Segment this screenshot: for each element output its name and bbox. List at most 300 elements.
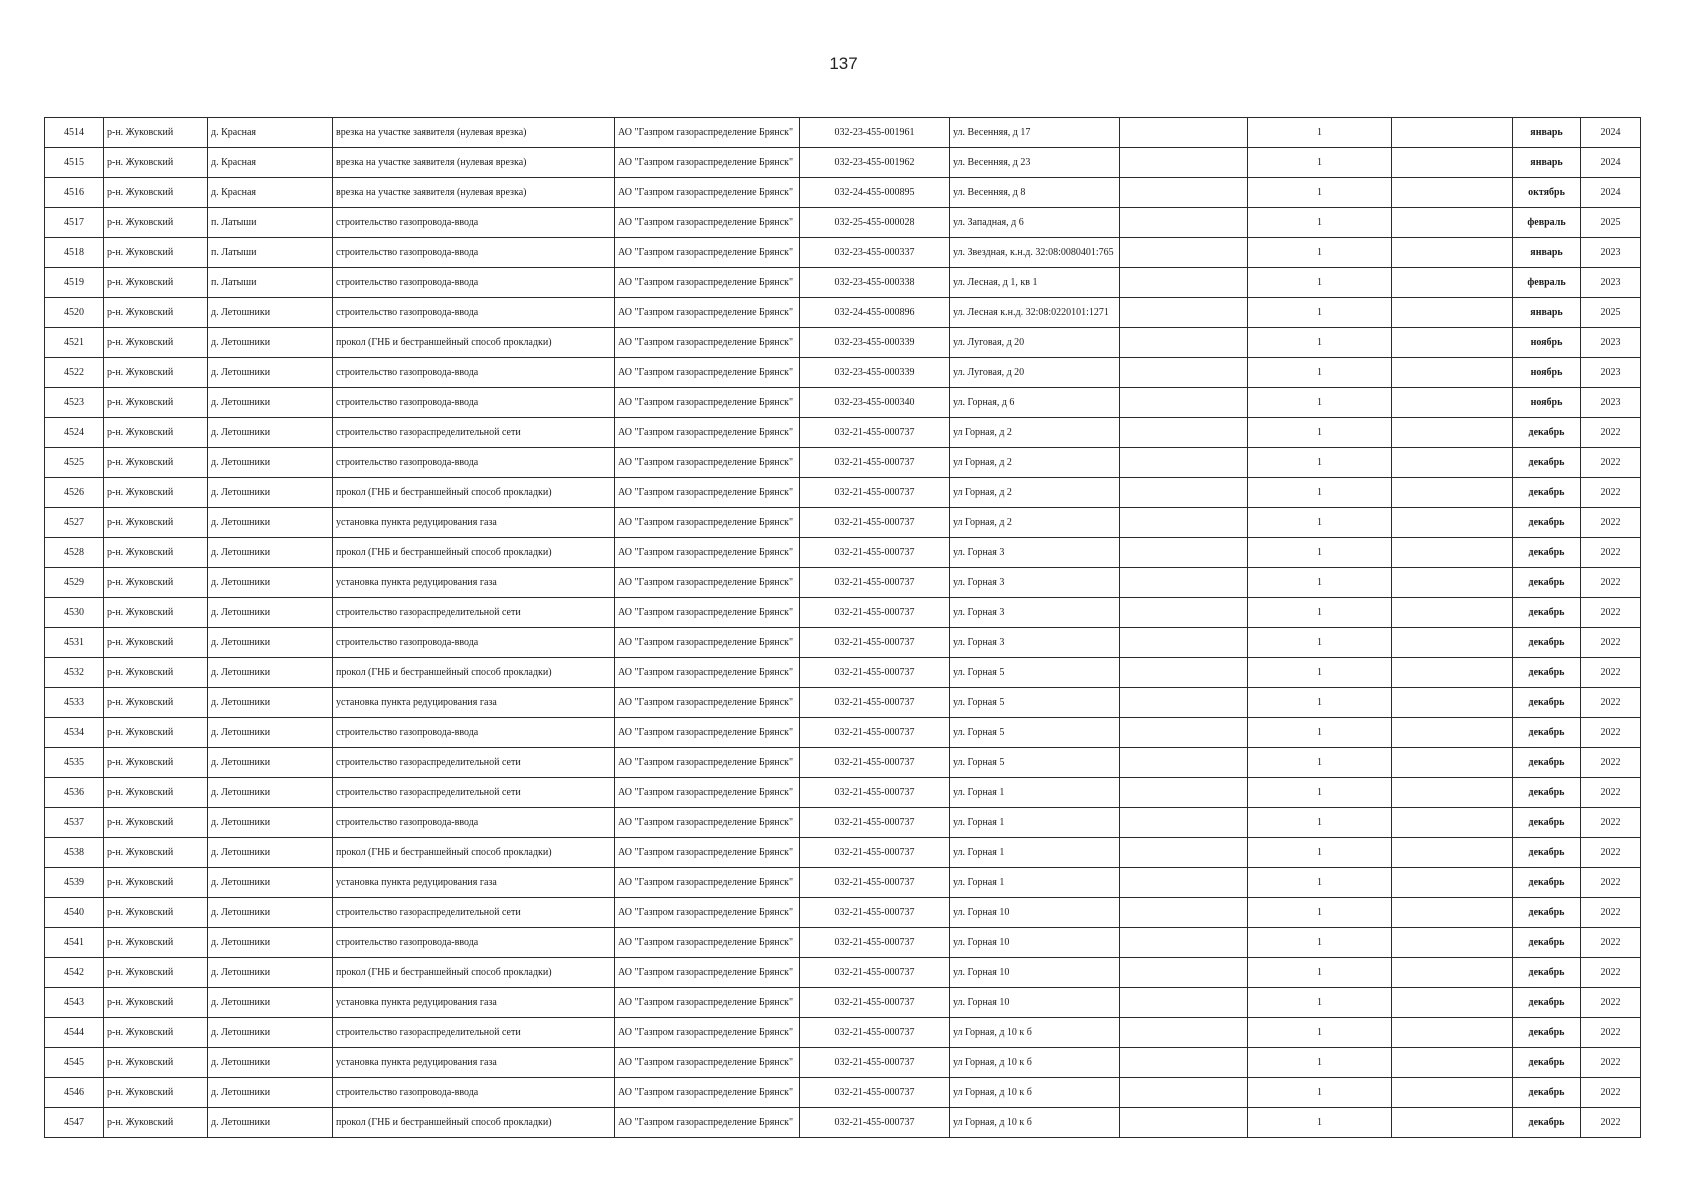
empty-cell xyxy=(1120,268,1248,298)
address-cell: ул. Горная 3 xyxy=(950,538,1120,568)
year-cell: 2023 xyxy=(1581,358,1641,388)
locality-cell: д. Летошники xyxy=(208,538,333,568)
district-cell: р-н. Жуковский xyxy=(104,208,208,238)
year-cell: 2022 xyxy=(1581,418,1641,448)
count-cell: 1 xyxy=(1248,838,1392,868)
locality-cell: д. Летошники xyxy=(208,718,333,748)
row-number-cell: 4542 xyxy=(45,958,104,988)
district-cell: р-н. Жуковский xyxy=(104,508,208,538)
year-cell: 2022 xyxy=(1581,1018,1641,1048)
row-number-cell: 4527 xyxy=(45,508,104,538)
empty-cell xyxy=(1120,1048,1248,1078)
month-cell: декабрь xyxy=(1513,568,1581,598)
month-cell: декабрь xyxy=(1513,478,1581,508)
district-cell: р-н. Жуковский xyxy=(104,268,208,298)
locality-cell: д. Летошники xyxy=(208,598,333,628)
empty-cell xyxy=(1120,928,1248,958)
month-cell: декабрь xyxy=(1513,958,1581,988)
row-number-cell: 4539 xyxy=(45,868,104,898)
count-cell: 1 xyxy=(1248,448,1392,478)
row-number-cell: 4520 xyxy=(45,298,104,328)
work-type-cell: строительство газораспределительной сети xyxy=(333,778,615,808)
work-type-cell: строительство газораспределительной сети xyxy=(333,418,615,448)
operator-cell: АО "Газпром газораспределение Брянск" xyxy=(615,1108,800,1138)
row-number-cell: 4519 xyxy=(45,268,104,298)
month-cell: декабрь xyxy=(1513,988,1581,1018)
locality-cell: п. Латыши xyxy=(208,268,333,298)
year-cell: 2022 xyxy=(1581,958,1641,988)
work-type-cell: строительство газопровода-ввода xyxy=(333,1078,615,1108)
table-row xyxy=(45,718,1641,748)
year-cell: 2022 xyxy=(1581,1078,1641,1108)
district-cell: р-н. Жуковский xyxy=(104,148,208,178)
empty-cell xyxy=(1120,748,1248,778)
empty-cell xyxy=(1392,268,1513,298)
year-cell: 2023 xyxy=(1581,328,1641,358)
row-number-cell: 4543 xyxy=(45,988,104,1018)
empty-cell xyxy=(1120,298,1248,328)
row-number-cell: 4546 xyxy=(45,1078,104,1108)
row-number-cell: 4522 xyxy=(45,358,104,388)
row-number-cell: 4518 xyxy=(45,238,104,268)
row-number-cell: 4516 xyxy=(45,178,104,208)
month-cell: декабрь xyxy=(1513,928,1581,958)
address-cell: ул Горная, д 10 к б xyxy=(950,1108,1120,1138)
count-cell: 1 xyxy=(1248,658,1392,688)
row-number-cell: 4529 xyxy=(45,568,104,598)
row-number-cell: 4524 xyxy=(45,418,104,448)
month-cell: декабрь xyxy=(1513,658,1581,688)
address-cell: ул. Горная 3 xyxy=(950,598,1120,628)
row-number-cell: 4514 xyxy=(45,118,104,148)
table-row xyxy=(45,898,1641,928)
row-number-cell: 4545 xyxy=(45,1048,104,1078)
operator-cell: АО "Газпром газораспределение Брянск" xyxy=(615,268,800,298)
work-type-cell: строительство газопровода-ввода xyxy=(333,358,615,388)
table-row xyxy=(45,688,1641,718)
count-cell: 1 xyxy=(1248,1078,1392,1108)
application-id-cell: 032-23-455-001961 xyxy=(800,118,950,148)
address-cell: ул. Горная, д 6 xyxy=(950,388,1120,418)
year-cell: 2022 xyxy=(1581,538,1641,568)
table-row xyxy=(45,178,1641,208)
table-row xyxy=(45,1018,1641,1048)
district-cell: р-н. Жуковский xyxy=(104,688,208,718)
empty-cell xyxy=(1120,148,1248,178)
application-id-cell: 032-21-455-000737 xyxy=(800,628,950,658)
year-cell: 2022 xyxy=(1581,688,1641,718)
table-row xyxy=(45,148,1641,178)
locality-cell: д. Летошники xyxy=(208,1048,333,1078)
locality-cell: д. Красная xyxy=(208,178,333,208)
table-row xyxy=(45,118,1641,148)
empty-cell xyxy=(1392,748,1513,778)
address-cell: ул. Весенняя, д 17 xyxy=(950,118,1120,148)
gasification-registry-table xyxy=(44,117,1641,1138)
year-cell: 2022 xyxy=(1581,748,1641,778)
operator-cell: АО "Газпром газораспределение Брянск" xyxy=(615,868,800,898)
table-row xyxy=(45,538,1641,568)
application-id-cell: 032-24-455-000896 xyxy=(800,298,950,328)
work-type-cell: прокол (ГНБ и бестраншейный способ прокладки) xyxy=(333,328,615,358)
work-type-cell: строительство газопровода-ввода xyxy=(333,388,615,418)
year-cell: 2022 xyxy=(1581,1048,1641,1078)
operator-cell: АО "Газпром газораспределение Брянск" xyxy=(615,838,800,868)
count-cell: 1 xyxy=(1248,988,1392,1018)
operator-cell: АО "Газпром газораспределение Брянск" xyxy=(615,628,800,658)
work-type-cell: строительство газопровода-ввода xyxy=(333,448,615,478)
district-cell: р-н. Жуковский xyxy=(104,118,208,148)
work-type-cell: установка пункта редуцирования газа xyxy=(333,1048,615,1078)
district-cell: р-н. Жуковский xyxy=(104,838,208,868)
empty-cell xyxy=(1120,1078,1248,1108)
month-cell: декабрь xyxy=(1513,448,1581,478)
application-id-cell: 032-21-455-000737 xyxy=(800,718,950,748)
year-cell: 2022 xyxy=(1581,988,1641,1018)
work-type-cell: строительство газопровода-ввода xyxy=(333,808,615,838)
address-cell: ул. Горная 5 xyxy=(950,718,1120,748)
row-number-cell: 4530 xyxy=(45,598,104,628)
application-id-cell: 032-21-455-000737 xyxy=(800,808,950,838)
application-id-cell: 032-21-455-000737 xyxy=(800,1108,950,1138)
month-cell: декабрь xyxy=(1513,868,1581,898)
address-cell: ул. Звездная, к.н.д. 32:08:0080401:765 xyxy=(950,238,1120,268)
year-cell: 2024 xyxy=(1581,148,1641,178)
application-id-cell: 032-21-455-000737 xyxy=(800,868,950,898)
year-cell: 2022 xyxy=(1581,808,1641,838)
count-cell: 1 xyxy=(1248,208,1392,238)
year-cell: 2022 xyxy=(1581,868,1641,898)
empty-cell xyxy=(1392,1048,1513,1078)
application-id-cell: 032-21-455-000737 xyxy=(800,568,950,598)
month-cell: январь xyxy=(1513,238,1581,268)
application-id-cell: 032-21-455-000737 xyxy=(800,1018,950,1048)
empty-cell xyxy=(1392,448,1513,478)
address-cell: ул. Горная 1 xyxy=(950,868,1120,898)
row-number-cell: 4541 xyxy=(45,928,104,958)
table-row xyxy=(45,868,1641,898)
locality-cell: д. Летошники xyxy=(208,838,333,868)
table-row xyxy=(45,298,1641,328)
month-cell: ноябрь xyxy=(1513,328,1581,358)
empty-cell xyxy=(1392,238,1513,268)
row-number-cell: 4531 xyxy=(45,628,104,658)
empty-cell xyxy=(1392,868,1513,898)
empty-cell xyxy=(1392,958,1513,988)
district-cell: р-н. Жуковский xyxy=(104,928,208,958)
month-cell: декабрь xyxy=(1513,598,1581,628)
empty-cell xyxy=(1392,358,1513,388)
empty-cell xyxy=(1120,568,1248,598)
application-id-cell: 032-21-455-000737 xyxy=(800,478,950,508)
row-number-cell: 4515 xyxy=(45,148,104,178)
district-cell: р-н. Жуковский xyxy=(104,658,208,688)
table-row xyxy=(45,628,1641,658)
year-cell: 2022 xyxy=(1581,658,1641,688)
empty-cell xyxy=(1392,718,1513,748)
work-type-cell: врезка на участке заявителя (нулевая врезка) xyxy=(333,148,615,178)
table-row xyxy=(45,988,1641,1018)
empty-cell xyxy=(1392,178,1513,208)
address-cell: ул Горная, д 2 xyxy=(950,448,1120,478)
locality-cell: д. Летошники xyxy=(208,1018,333,1048)
work-type-cell: прокол (ГНБ и бестраншейный способ прокладки) xyxy=(333,1108,615,1138)
count-cell: 1 xyxy=(1248,748,1392,778)
empty-cell xyxy=(1392,838,1513,868)
month-cell: декабрь xyxy=(1513,898,1581,928)
work-type-cell: врезка на участке заявителя (нулевая врезка) xyxy=(333,118,615,148)
address-cell: ул. Горная 5 xyxy=(950,688,1120,718)
application-id-cell: 032-21-455-000737 xyxy=(800,838,950,868)
work-type-cell: строительство газопровода-ввода xyxy=(333,928,615,958)
locality-cell: д. Летошники xyxy=(208,928,333,958)
month-cell: январь xyxy=(1513,298,1581,328)
month-cell: декабрь xyxy=(1513,808,1581,838)
operator-cell: АО "Газпром газораспределение Брянск" xyxy=(615,388,800,418)
empty-cell xyxy=(1120,118,1248,148)
empty-cell xyxy=(1120,958,1248,988)
application-id-cell: 032-21-455-000737 xyxy=(800,1078,950,1108)
work-type-cell: прокол (ГНБ и бестраншейный способ прокладки) xyxy=(333,538,615,568)
operator-cell: АО "Газпром газораспределение Брянск" xyxy=(615,688,800,718)
address-cell: ул. Горная 3 xyxy=(950,628,1120,658)
month-cell: декабрь xyxy=(1513,508,1581,538)
district-cell: р-н. Жуковский xyxy=(104,808,208,838)
district-cell: р-н. Жуковский xyxy=(104,628,208,658)
application-id-cell: 032-21-455-000737 xyxy=(800,448,950,478)
row-number-cell: 4540 xyxy=(45,898,104,928)
empty-cell xyxy=(1392,388,1513,418)
work-type-cell: строительство газопровода-ввода xyxy=(333,268,615,298)
row-number-cell: 4521 xyxy=(45,328,104,358)
month-cell: декабрь xyxy=(1513,1108,1581,1138)
year-cell: 2025 xyxy=(1581,208,1641,238)
operator-cell: АО "Газпром газораспределение Брянск" xyxy=(615,1018,800,1048)
operator-cell: АО "Газпром газораспределение Брянск" xyxy=(615,1078,800,1108)
year-cell: 2023 xyxy=(1581,238,1641,268)
locality-cell: д. Летошники xyxy=(208,1108,333,1138)
locality-cell: д. Красная xyxy=(208,118,333,148)
locality-cell: д. Летошники xyxy=(208,358,333,388)
table-row xyxy=(45,508,1641,538)
work-type-cell: строительство газораспределительной сети xyxy=(333,598,615,628)
operator-cell: АО "Газпром газораспределение Брянск" xyxy=(615,658,800,688)
district-cell: р-н. Жуковский xyxy=(104,358,208,388)
operator-cell: АО "Газпром газораспределение Брянск" xyxy=(615,328,800,358)
district-cell: р-н. Жуковский xyxy=(104,238,208,268)
year-cell: 2022 xyxy=(1581,628,1641,658)
year-cell: 2023 xyxy=(1581,388,1641,418)
table-row xyxy=(45,328,1641,358)
empty-cell xyxy=(1120,238,1248,268)
table-row xyxy=(45,778,1641,808)
locality-cell: д. Летошники xyxy=(208,898,333,928)
address-cell: ул. Горная 1 xyxy=(950,808,1120,838)
empty-cell xyxy=(1120,808,1248,838)
empty-cell xyxy=(1392,478,1513,508)
locality-cell: д. Летошники xyxy=(208,328,333,358)
empty-cell xyxy=(1392,778,1513,808)
work-type-cell: прокол (ГНБ и бестраншейный способ прокладки) xyxy=(333,478,615,508)
empty-cell xyxy=(1392,418,1513,448)
district-cell: р-н. Жуковский xyxy=(104,958,208,988)
month-cell: декабрь xyxy=(1513,718,1581,748)
locality-cell: д. Летошники xyxy=(208,778,333,808)
address-cell: ул Горная, д 2 xyxy=(950,418,1120,448)
work-type-cell: строительство газораспределительной сети xyxy=(333,898,615,928)
locality-cell: д. Летошники xyxy=(208,478,333,508)
operator-cell: АО "Газпром газораспределение Брянск" xyxy=(615,118,800,148)
table-row xyxy=(45,208,1641,238)
district-cell: р-н. Жуковский xyxy=(104,568,208,598)
count-cell: 1 xyxy=(1248,388,1392,418)
row-number-cell: 4547 xyxy=(45,1108,104,1138)
district-cell: р-н. Жуковский xyxy=(104,988,208,1018)
operator-cell: АО "Газпром газораспределение Брянск" xyxy=(615,418,800,448)
month-cell: декабрь xyxy=(1513,418,1581,448)
count-cell: 1 xyxy=(1248,1018,1392,1048)
year-cell: 2025 xyxy=(1581,298,1641,328)
count-cell: 1 xyxy=(1248,478,1392,508)
application-id-cell: 032-21-455-000737 xyxy=(800,538,950,568)
empty-cell xyxy=(1392,928,1513,958)
application-id-cell: 032-23-455-000338 xyxy=(800,268,950,298)
work-type-cell: установка пункта редуцирования газа xyxy=(333,508,615,538)
empty-cell xyxy=(1392,568,1513,598)
locality-cell: д. Летошники xyxy=(208,508,333,538)
count-cell: 1 xyxy=(1248,898,1392,928)
row-number-cell: 4535 xyxy=(45,748,104,778)
count-cell: 1 xyxy=(1248,328,1392,358)
operator-cell: АО "Газпром газораспределение Брянск" xyxy=(615,598,800,628)
table-row xyxy=(45,478,1641,508)
district-cell: р-н. Жуковский xyxy=(104,868,208,898)
address-cell: ул. Весенняя, д 8 xyxy=(950,178,1120,208)
empty-cell xyxy=(1120,688,1248,718)
work-type-cell: строительство газопровода-ввода xyxy=(333,298,615,328)
address-cell: ул Горная, д 10 к б xyxy=(950,1048,1120,1078)
empty-cell xyxy=(1120,838,1248,868)
empty-cell xyxy=(1120,508,1248,538)
count-cell: 1 xyxy=(1248,358,1392,388)
district-cell: р-н. Жуковский xyxy=(104,778,208,808)
empty-cell xyxy=(1392,808,1513,838)
work-type-cell: строительство газопровода-ввода xyxy=(333,628,615,658)
year-cell: 2022 xyxy=(1581,508,1641,538)
table-row xyxy=(45,418,1641,448)
locality-cell: д. Летошники xyxy=(208,388,333,418)
empty-cell xyxy=(1120,628,1248,658)
application-id-cell: 032-21-455-000737 xyxy=(800,958,950,988)
empty-cell xyxy=(1392,298,1513,328)
table-row xyxy=(45,1108,1641,1138)
month-cell: февраль xyxy=(1513,208,1581,238)
application-id-cell: 032-21-455-000737 xyxy=(800,658,950,688)
month-cell: февраль xyxy=(1513,268,1581,298)
work-type-cell: строительство газопровода-ввода xyxy=(333,208,615,238)
locality-cell: п. Латыши xyxy=(208,238,333,268)
operator-cell: АО "Газпром газораспределение Брянск" xyxy=(615,808,800,838)
month-cell: январь xyxy=(1513,118,1581,148)
count-cell: 1 xyxy=(1248,598,1392,628)
empty-cell xyxy=(1120,1018,1248,1048)
month-cell: январь xyxy=(1513,148,1581,178)
district-cell: р-н. Жуковский xyxy=(104,538,208,568)
table-row xyxy=(45,748,1641,778)
operator-cell: АО "Газпром газораспределение Брянск" xyxy=(615,568,800,598)
work-type-cell: прокол (ГНБ и бестраншейный способ прокладки) xyxy=(333,838,615,868)
locality-cell: д. Летошники xyxy=(208,1078,333,1108)
district-cell: р-н. Жуковский xyxy=(104,478,208,508)
row-number-cell: 4526 xyxy=(45,478,104,508)
district-cell: р-н. Жуковский xyxy=(104,1018,208,1048)
count-cell: 1 xyxy=(1248,148,1392,178)
address-cell: ул. Западная, д 6 xyxy=(950,208,1120,238)
district-cell: р-н. Жуковский xyxy=(104,1078,208,1108)
work-type-cell: прокол (ГНБ и бестраншейный способ прокладки) xyxy=(333,958,615,988)
address-cell: ул. Лесная к.н.д. 32:08:0220101:1271 xyxy=(950,298,1120,328)
count-cell: 1 xyxy=(1248,628,1392,658)
year-cell: 2022 xyxy=(1581,838,1641,868)
count-cell: 1 xyxy=(1248,238,1392,268)
year-cell: 2022 xyxy=(1581,928,1641,958)
address-cell: ул. Горная 1 xyxy=(950,838,1120,868)
table-row xyxy=(45,358,1641,388)
count-cell: 1 xyxy=(1248,808,1392,838)
operator-cell: АО "Газпром газораспределение Брянск" xyxy=(615,148,800,178)
address-cell: ул. Горная 10 xyxy=(950,988,1120,1018)
locality-cell: д. Летошники xyxy=(208,688,333,718)
locality-cell: д. Летошники xyxy=(208,868,333,898)
count-cell: 1 xyxy=(1248,298,1392,328)
address-cell: ул Горная, д 2 xyxy=(950,508,1120,538)
work-type-cell: установка пункта редуцирования газа xyxy=(333,868,615,898)
application-id-cell: 032-21-455-000737 xyxy=(800,418,950,448)
count-cell: 1 xyxy=(1248,778,1392,808)
row-number-cell: 4537 xyxy=(45,808,104,838)
application-id-cell: 032-23-455-000339 xyxy=(800,358,950,388)
year-cell: 2022 xyxy=(1581,898,1641,928)
row-number-cell: 4523 xyxy=(45,388,104,418)
table-row xyxy=(45,268,1641,298)
row-number-cell: 4536 xyxy=(45,778,104,808)
table-row xyxy=(45,238,1641,268)
district-cell: р-н. Жуковский xyxy=(104,418,208,448)
count-cell: 1 xyxy=(1248,928,1392,958)
empty-cell xyxy=(1120,1108,1248,1138)
address-cell: ул. Луговая, д 20 xyxy=(950,358,1120,388)
empty-cell xyxy=(1392,898,1513,928)
work-type-cell: установка пункта редуцирования газа xyxy=(333,688,615,718)
row-number-cell: 4544 xyxy=(45,1018,104,1048)
row-number-cell: 4528 xyxy=(45,538,104,568)
operator-cell: АО "Газпром газораспределение Брянск" xyxy=(615,178,800,208)
district-cell: р-н. Жуковский xyxy=(104,748,208,778)
empty-cell xyxy=(1392,598,1513,628)
table-row xyxy=(45,958,1641,988)
work-type-cell: прокол (ГНБ и бестраншейный способ прокладки) xyxy=(333,658,615,688)
district-cell: р-н. Жуковский xyxy=(104,328,208,358)
operator-cell: АО "Газпром газораспределение Брянск" xyxy=(615,778,800,808)
address-cell: ул. Горная 10 xyxy=(950,958,1120,988)
year-cell: 2022 xyxy=(1581,568,1641,598)
operator-cell: АО "Газпром газораспределение Брянск" xyxy=(615,718,800,748)
district-cell: р-н. Жуковский xyxy=(104,388,208,418)
month-cell: декабрь xyxy=(1513,628,1581,658)
empty-cell xyxy=(1120,538,1248,568)
empty-cell xyxy=(1120,868,1248,898)
table-row xyxy=(45,658,1641,688)
